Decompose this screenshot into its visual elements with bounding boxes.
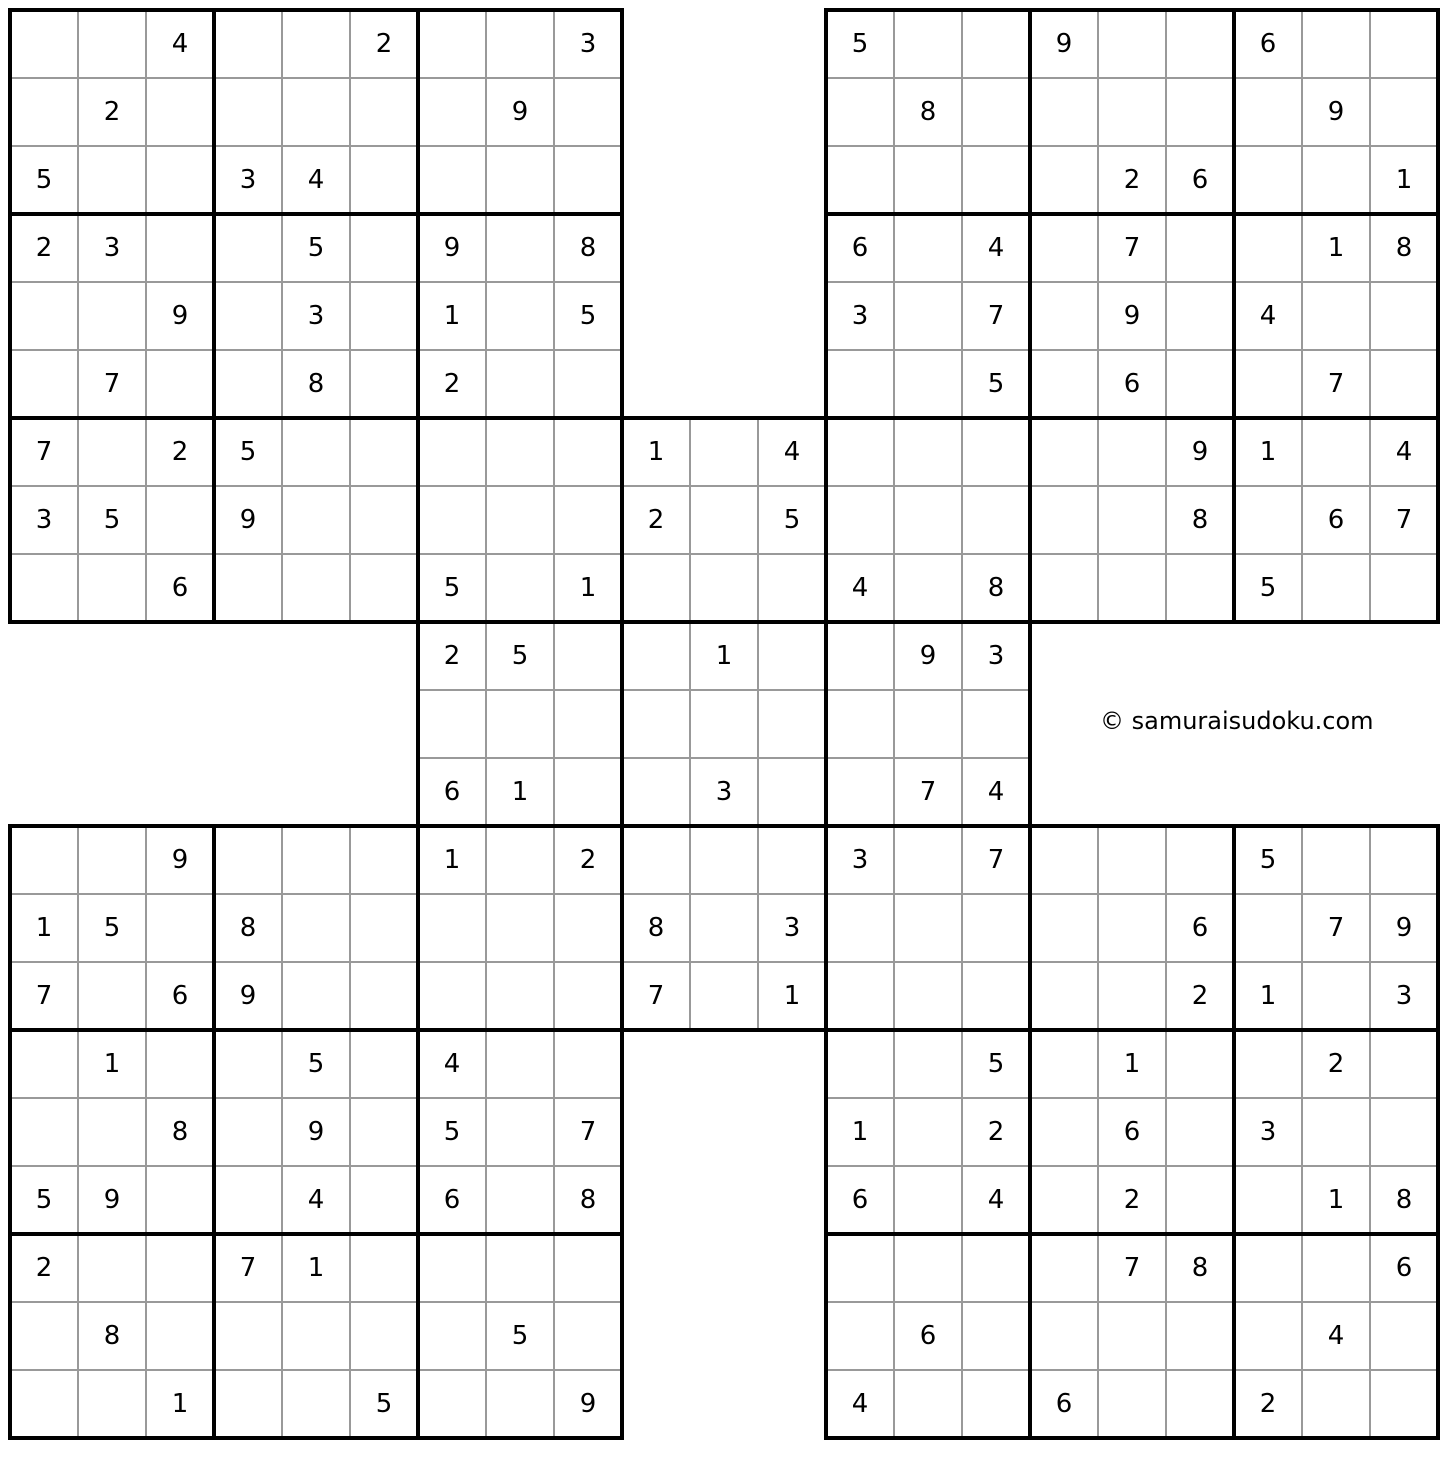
cell-digit: 9: [1327, 97, 1345, 127]
cell-digit: 4: [1327, 1321, 1345, 1351]
cell-digit: 6: [443, 777, 461, 807]
cell-digit: 5: [35, 1185, 53, 1215]
cell-digit: 9: [103, 1185, 121, 1215]
cell-digit: 1: [307, 1253, 325, 1283]
cell-digit: 2: [375, 29, 393, 59]
cell-digit: 7: [1123, 1253, 1141, 1283]
cell-digit: 2: [171, 437, 189, 467]
cell-digit: 9: [511, 97, 529, 127]
cell-digit: 2: [987, 1117, 1005, 1147]
cell-digit: 5: [307, 233, 325, 263]
cell-digit: 4: [1395, 437, 1413, 467]
cell-digit: 5: [511, 641, 529, 671]
cell-digit: 2: [647, 505, 665, 535]
cell-digit: 8: [987, 573, 1005, 603]
cell-digit: 9: [919, 641, 937, 671]
cell-digit: 8: [579, 1185, 597, 1215]
cell-digit: 2: [1123, 1185, 1141, 1215]
cell-digit: 8: [1191, 1253, 1209, 1283]
cell-digit: 5: [851, 29, 869, 59]
cell-digit: 8: [307, 369, 325, 399]
cell-digit: 3: [783, 913, 801, 943]
cell-digit: 4: [1259, 301, 1277, 331]
cell-digit: 3: [35, 505, 53, 535]
cell-digit: 8: [647, 913, 665, 943]
cell-digit: 2: [1191, 981, 1209, 1011]
cell-digit: 1: [1259, 981, 1277, 1011]
cell-digit: 3: [987, 641, 1005, 671]
cell-digit: 8: [171, 1117, 189, 1147]
cell-digit: 7: [579, 1117, 597, 1147]
cell-digit: 6: [1191, 913, 1209, 943]
cell-digit: 7: [103, 369, 121, 399]
cell-digit: 3: [239, 165, 257, 195]
cell-digit: 5: [103, 913, 121, 943]
cell-digit: 9: [239, 505, 257, 535]
cell-digit: 2: [103, 97, 121, 127]
cell-digit: 9: [1055, 29, 1073, 59]
cell-digit: 4: [987, 777, 1005, 807]
cell-digit: 5: [987, 1049, 1005, 1079]
cell-digit: 4: [851, 1389, 869, 1419]
cell-digit: 5: [987, 369, 1005, 399]
cell-digit: 7: [987, 845, 1005, 875]
cell-digit: 1: [171, 1389, 189, 1419]
cell-digit: 6: [1191, 165, 1209, 195]
cell-digit: 4: [783, 437, 801, 467]
cell-digit: 3: [851, 845, 869, 875]
cell-digit: 1: [579, 573, 597, 603]
cell-digit: 4: [307, 165, 325, 195]
cell-digit: 8: [239, 913, 257, 943]
cell-digit: 7: [239, 1253, 257, 1283]
cell-digit: 1: [103, 1049, 121, 1079]
cell-digit: 1: [511, 777, 529, 807]
cell-digit: 6: [1123, 369, 1141, 399]
cell-digit: 7: [1395, 505, 1413, 535]
cell-digit: 9: [1191, 437, 1209, 467]
cell-digit: 2: [443, 369, 461, 399]
cell-digit: 9: [171, 301, 189, 331]
cell-digit: 5: [103, 505, 121, 535]
cell-digit: 9: [171, 845, 189, 875]
cell-digit: 5: [1259, 573, 1277, 603]
cell-digit: 6: [1395, 1253, 1413, 1283]
cell-digit: 1: [443, 301, 461, 331]
cell-digit: 4: [443, 1049, 461, 1079]
cell-digit: 5: [1259, 845, 1277, 875]
cell-digit: 6: [1055, 1389, 1073, 1419]
cell-digit: 5: [443, 1117, 461, 1147]
cell-digit: 3: [307, 301, 325, 331]
cell-digit: 1: [443, 845, 461, 875]
cell-digit: 2: [1259, 1389, 1277, 1419]
cell-digit: 9: [579, 1389, 597, 1419]
cell-digit: 8: [103, 1321, 121, 1351]
cell-digit: 9: [443, 233, 461, 263]
cell-digit: 2: [35, 233, 53, 263]
cell-digit: 6: [919, 1321, 937, 1351]
cell-digit: 5: [783, 505, 801, 535]
cell-digit: 7: [919, 777, 937, 807]
cell-digit: 2: [579, 845, 597, 875]
cell-digit: 5: [239, 437, 257, 467]
cell-digit: 5: [579, 301, 597, 331]
cell-digit: 1: [783, 981, 801, 1011]
cell-digit: 7: [987, 301, 1005, 331]
cell-digit: 3: [103, 233, 121, 263]
cell-digit: 9: [307, 1117, 325, 1147]
cell-digit: 1: [1327, 1185, 1345, 1215]
cell-digit: 1: [35, 913, 53, 943]
cell-digit: 7: [1327, 913, 1345, 943]
cell-digit: 1: [1123, 1049, 1141, 1079]
copyright-text: © samuraisudoku.com: [1100, 707, 1374, 735]
cell-digit: 7: [1123, 233, 1141, 263]
cell-digit: 6: [1327, 505, 1345, 535]
cell-digit: 8: [1395, 233, 1413, 263]
cell-digit: 6: [851, 1185, 869, 1215]
cell-digit: 3: [579, 29, 597, 59]
cell-digit: 6: [443, 1185, 461, 1215]
cell-digit: 3: [1395, 981, 1413, 1011]
cell-digit: 5: [511, 1321, 529, 1351]
cell-digit: 5: [443, 573, 461, 603]
cell-digit: 3: [715, 777, 733, 807]
cell-digit: 8: [919, 97, 937, 127]
cell-digit: 9: [1395, 913, 1413, 943]
cell-digit: 6: [1123, 1117, 1141, 1147]
cell-digit: 6: [171, 573, 189, 603]
cell-digit: 1: [1259, 437, 1277, 467]
cell-digit: 4: [307, 1185, 325, 1215]
cell-digit: 6: [851, 233, 869, 263]
cell-digit: 3: [1259, 1117, 1277, 1147]
cell-digit: 7: [1327, 369, 1345, 399]
cell-digit: 6: [171, 981, 189, 1011]
cell-digit: 5: [307, 1049, 325, 1079]
cell-digit: 8: [579, 233, 597, 263]
cell-digit: 4: [171, 29, 189, 59]
cell-digit: 3: [851, 301, 869, 331]
cell-digit: 2: [443, 641, 461, 671]
cell-digit: 4: [987, 233, 1005, 263]
cell-digit: 1: [715, 641, 733, 671]
cell-digit: 7: [35, 981, 53, 1011]
cell-digit: 2: [1123, 165, 1141, 195]
cell-digit: 6: [1259, 29, 1277, 59]
cell-digit: 9: [239, 981, 257, 1011]
cell-digit: 1: [1395, 165, 1413, 195]
cell-digit: 1: [1327, 233, 1345, 263]
cell-digit: 7: [647, 981, 665, 1011]
cell-digit: 4: [851, 573, 869, 603]
cell-digit: 5: [375, 1389, 393, 1419]
cell-digit: 4: [987, 1185, 1005, 1215]
cell-digit: 5: [35, 165, 53, 195]
cell-digit: 8: [1191, 505, 1209, 535]
cell-digit: 2: [1327, 1049, 1345, 1079]
cell-digit: 8: [1395, 1185, 1413, 1215]
cell-digit: 1: [647, 437, 665, 467]
cell-digit: 2: [35, 1253, 53, 1283]
cell-digit: 9: [1123, 301, 1141, 331]
cell-digit: 7: [35, 437, 53, 467]
cell-digit: 1: [851, 1117, 869, 1147]
